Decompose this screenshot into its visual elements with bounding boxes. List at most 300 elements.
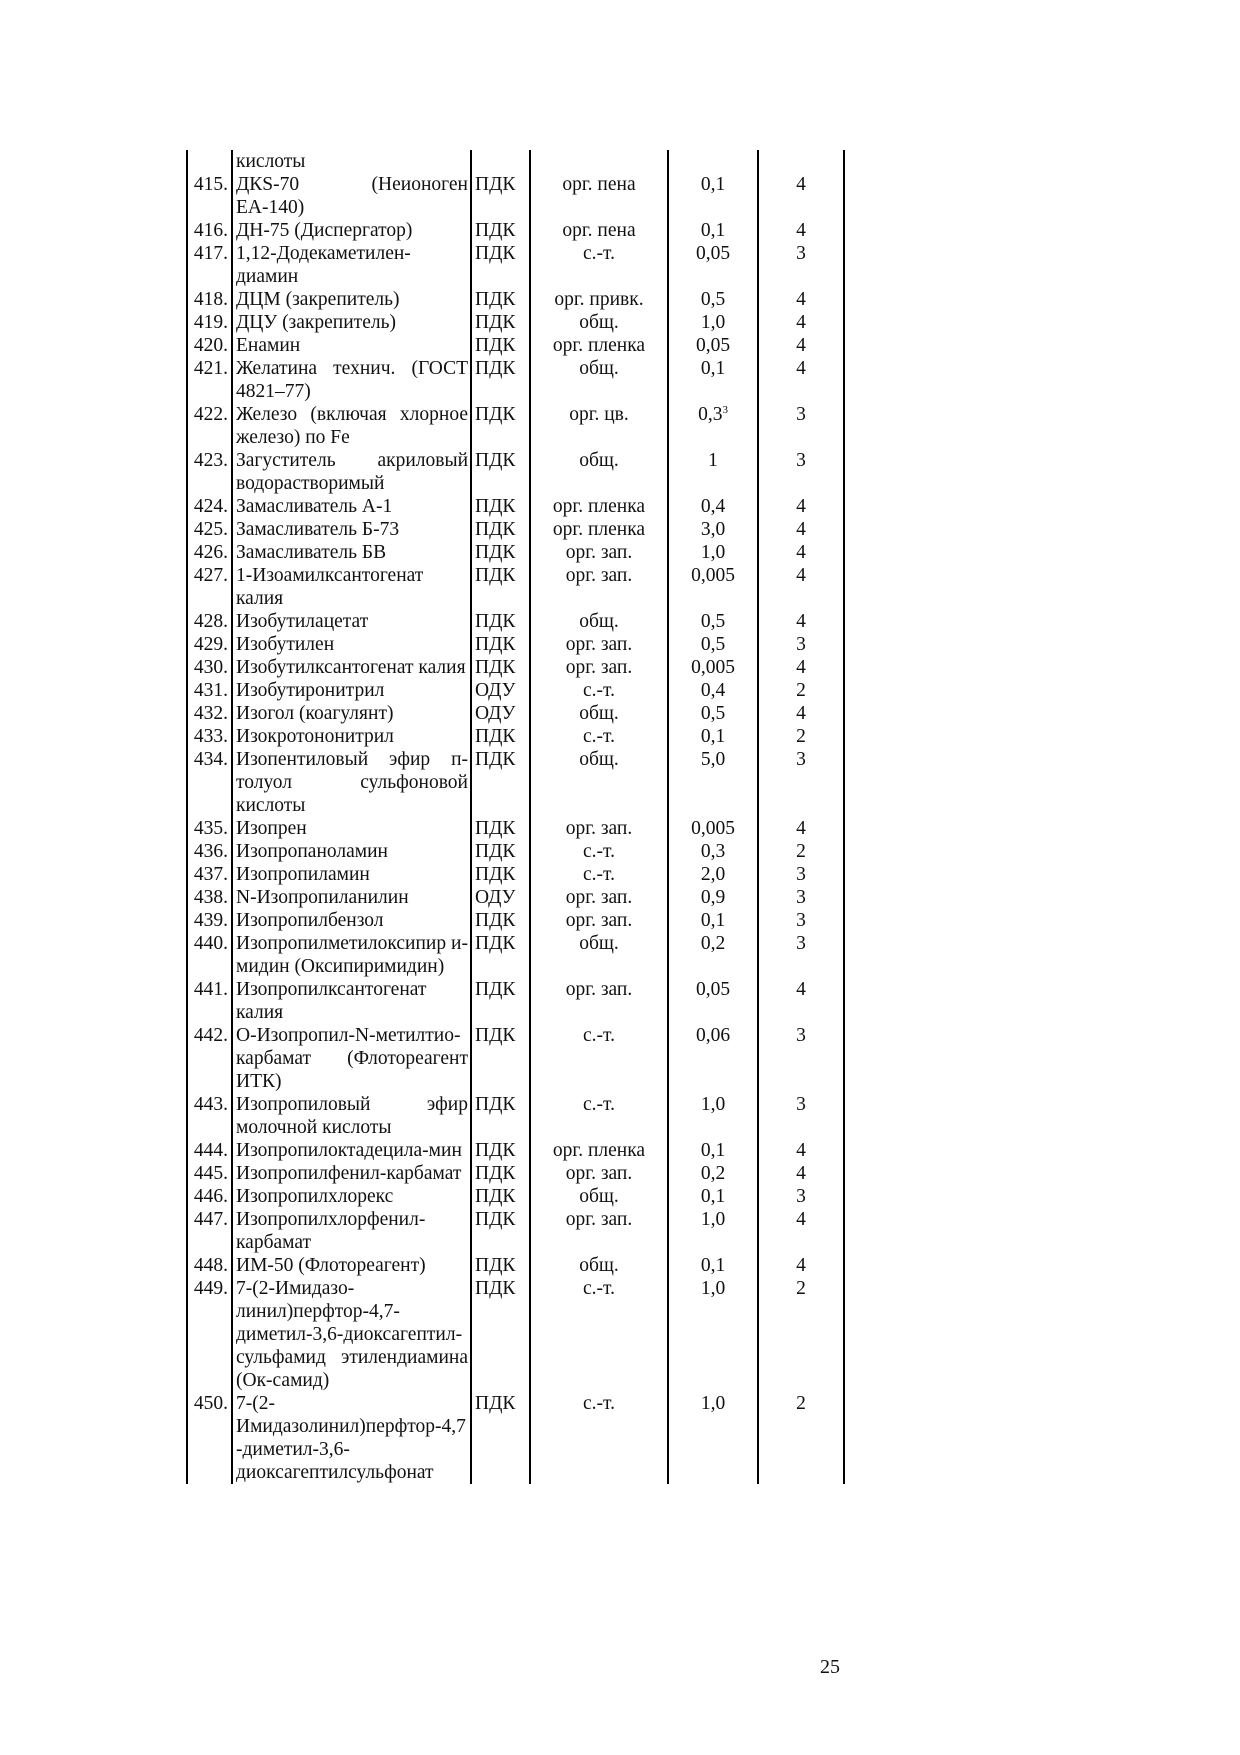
substance-name-text: Изопрен <box>236 818 307 839</box>
norm-type <box>471 1254 530 1277</box>
table-row <box>187 1254 844 1277</box>
row-number <box>187 357 232 403</box>
table-row <box>187 564 844 610</box>
hazard-class-text: 3 <box>796 404 806 425</box>
substance-name <box>232 610 471 633</box>
norm-type <box>471 495 530 518</box>
concentration-footnote-mark: 3 <box>722 404 728 416</box>
hazard-sign <box>530 748 668 817</box>
concentration <box>668 242 758 288</box>
row-number <box>187 1139 232 1162</box>
hazard-sign <box>530 1208 668 1254</box>
concentration-text: 0,3 <box>700 841 726 862</box>
row-number-text: 445. <box>193 1163 228 1184</box>
table-row <box>187 1185 844 1208</box>
row-number-text: 430. <box>193 657 228 678</box>
table-row <box>187 840 844 863</box>
concentration-text: 0,3 <box>698 404 723 425</box>
concentration <box>668 748 758 817</box>
hazard-sign <box>530 1277 668 1392</box>
hazard-class-text: 3 <box>796 450 806 471</box>
norm-type <box>471 978 530 1024</box>
hazard-sign <box>530 1139 668 1162</box>
concentration <box>668 886 758 909</box>
concentration-text: 0,5 <box>700 634 726 655</box>
row-number <box>187 886 232 909</box>
norm-type <box>471 909 530 932</box>
substance-name <box>232 288 471 311</box>
table-row <box>187 610 844 633</box>
row-number-text: 450. <box>193 1393 228 1414</box>
row-number <box>187 219 232 242</box>
concentration <box>668 1162 758 1185</box>
table-row <box>187 1139 844 1162</box>
concentration <box>668 403 758 449</box>
concentration <box>668 863 758 886</box>
concentration-text: 0,05 <box>695 979 731 1000</box>
table-row <box>187 702 844 725</box>
norm-type <box>471 242 530 288</box>
row-number-text: 441. <box>193 979 228 1000</box>
hazard-class <box>758 403 844 449</box>
hazard-class <box>758 886 844 909</box>
row-number-text: 443. <box>193 1094 228 1115</box>
table-row <box>187 863 844 886</box>
hazard-sign-text: общ. <box>579 358 619 379</box>
norm-type <box>471 748 530 817</box>
hazard-class <box>758 725 844 748</box>
row-number <box>187 1208 232 1254</box>
hazard-class <box>758 1208 844 1254</box>
substance-name-text: ИМ-50 (Флотореагент) <box>236 1255 426 1276</box>
row-number-text: 433. <box>193 726 228 747</box>
hazard-sign <box>530 357 668 403</box>
row-number <box>187 541 232 564</box>
substance-name-text: Изобутиронитрил <box>236 680 385 701</box>
hazard-class <box>758 518 844 541</box>
row-number <box>187 679 232 702</box>
substance-name-text: Изопропилхлорекс <box>236 1186 394 1207</box>
hazard-class-text: 4 <box>796 1209 806 1230</box>
row-number <box>187 1162 232 1185</box>
row-number <box>187 656 232 679</box>
norm-type-text: ПДК <box>475 841 516 862</box>
norm-type <box>471 932 530 978</box>
row-number-text: 449. <box>193 1278 228 1299</box>
norm-type <box>471 449 530 495</box>
concentration-text: 0,05 <box>695 335 731 356</box>
concentration-text: 0,05 <box>695 243 731 264</box>
substance-name <box>232 495 471 518</box>
substance-name-text: Изопропилбензол <box>236 910 384 931</box>
concentration <box>668 1254 758 1277</box>
norm-type-text: ПДК <box>475 933 516 954</box>
substance-name: кислоты <box>232 150 471 173</box>
concentration-text: 0,005 <box>691 565 735 586</box>
norm-type <box>471 288 530 311</box>
table-row <box>187 656 844 679</box>
norm-type-text: ПДК <box>475 243 516 264</box>
hazard-class-text: 4 <box>796 335 806 356</box>
hazard-sign-text: орг. пленка <box>552 335 646 356</box>
norm-type-text: ПДК <box>475 1025 516 1046</box>
row-number-text: 442. <box>193 1025 228 1046</box>
norm-type <box>471 725 530 748</box>
hazard-sign <box>530 909 668 932</box>
norm-type <box>471 886 530 909</box>
norm-type <box>471 219 530 242</box>
hazard-sign <box>530 334 668 357</box>
page-number: 25 <box>820 1656 840 1678</box>
norm-type <box>471 863 530 886</box>
norm-type <box>471 334 530 357</box>
table-row <box>187 1162 844 1185</box>
concentration <box>668 311 758 334</box>
hazard-sign-text: орг. зап. <box>565 910 633 931</box>
hazard-sign-text: орг. зап. <box>565 565 633 586</box>
row-number <box>187 863 232 886</box>
row-number-text: 448. <box>193 1255 228 1276</box>
row-number <box>187 1185 232 1208</box>
concentration-text: 1,0 <box>700 1278 726 1299</box>
document-sheet <box>186 150 843 1484</box>
hazard-sign <box>530 725 668 748</box>
hazard-class <box>758 242 844 288</box>
hazard-sign <box>530 886 668 909</box>
hazard-sign <box>530 932 668 978</box>
row-number-text: 418. <box>193 289 228 310</box>
concentration-text: 1 <box>708 450 718 471</box>
hazard-sign-text: с.-т. <box>583 1094 615 1115</box>
concentration <box>668 564 758 610</box>
hazard-class <box>758 656 844 679</box>
hazard-class-text: 3 <box>796 933 806 954</box>
substance-name <box>232 173 471 219</box>
substance-name-text: Замасливатель Б-73 <box>236 519 400 540</box>
concentration <box>668 725 758 748</box>
hazard-class <box>758 1024 844 1093</box>
hazard-class <box>758 978 844 1024</box>
substance-name <box>232 518 471 541</box>
substance-name-text: Изопропиламин <box>236 864 370 885</box>
substance-name <box>232 886 471 909</box>
concentration <box>668 357 758 403</box>
norm-type-text: ПДК <box>475 174 516 195</box>
concentration-text: 0,1 <box>700 358 726 379</box>
hazard-sign <box>530 610 668 633</box>
hazard-sign-text: орг. зап. <box>565 887 633 908</box>
concentration <box>668 1093 758 1139</box>
row-number-text: 429. <box>193 634 228 655</box>
row-number <box>187 725 232 748</box>
row-number <box>187 840 232 863</box>
substances-table <box>186 150 845 1484</box>
substance-name-text: Изопропилхлорфенил-карбамат <box>236 1209 426 1253</box>
norm-type-text: ПДК <box>475 726 516 747</box>
substance-name-text: ДЦМ (закрепитель) <box>236 289 400 310</box>
hazard-sign-text: общ. <box>579 749 619 770</box>
substance-name-text: Железо (включая хлорное железо) по Fe <box>236 404 468 448</box>
norm-type-text: ПДК <box>475 611 516 632</box>
hazard-sign <box>530 242 668 288</box>
hazard-class <box>758 840 844 863</box>
hazard-sign-text: с.-т. <box>583 1278 615 1299</box>
concentration <box>668 288 758 311</box>
substance-name <box>232 357 471 403</box>
row-number-text: 422. <box>193 404 228 425</box>
table-row <box>187 679 844 702</box>
norm-type-text: ПДК <box>475 634 516 655</box>
hazard-class <box>758 219 844 242</box>
hazard-sign <box>530 403 668 449</box>
substance-name-text: ДКS-70 (Неионоген ЕА-140) <box>236 174 468 218</box>
row-number <box>187 1254 232 1277</box>
norm-type <box>471 1392 530 1484</box>
concentration <box>668 656 758 679</box>
hazard-class-text: 3 <box>796 749 806 770</box>
hazard-class-text: 4 <box>796 1255 806 1276</box>
norm-type-text: ПДК <box>475 312 516 333</box>
row-number-text: 425. <box>193 519 228 540</box>
concentration <box>668 449 758 495</box>
concentration <box>668 909 758 932</box>
concentration-text: 1,0 <box>700 312 726 333</box>
substance-name <box>232 1093 471 1139</box>
concentration-text: 5,0 <box>700 749 726 770</box>
hazard-sign-text: орг. привк. <box>554 289 644 310</box>
table-row <box>187 748 844 817</box>
substance-name-text: 7-(2-Имидазолинил)перфтор-4,7-диметил-3,6-диоксагептилсульфонат <box>236 1393 466 1483</box>
hazard-class <box>758 288 844 311</box>
concentration-text: 0,5 <box>700 289 726 310</box>
row-number-text: 440. <box>193 933 228 954</box>
substance-name-text: ДЦУ (закрепитель) <box>236 312 396 333</box>
row-number <box>187 932 232 978</box>
row-number-text: 424. <box>193 496 228 517</box>
norm-type-text: ПДК <box>475 335 516 356</box>
norm-type-text: ПДК <box>475 404 516 425</box>
hazard-sign <box>530 1024 668 1093</box>
hazard-class-text: 4 <box>796 496 806 517</box>
substance-name-text: Замасливатель А-1 <box>236 496 393 517</box>
norm-type-text: ПДК <box>475 1186 516 1207</box>
concentration <box>668 1277 758 1392</box>
hazard-sign-text: общ. <box>579 1186 619 1207</box>
norm-type-text: ПДК <box>475 657 516 678</box>
substance-name <box>232 978 471 1024</box>
hazard-sign <box>530 702 668 725</box>
hazard-sign-text: общ. <box>579 450 619 471</box>
norm-type-text: ПДК <box>475 1209 516 1230</box>
norm-type <box>471 633 530 656</box>
substance-name <box>232 311 471 334</box>
concentration <box>668 840 758 863</box>
substance-name <box>232 334 471 357</box>
table-row <box>187 518 844 541</box>
norm-type-text: ПДК <box>475 749 516 770</box>
norm-type <box>471 679 530 702</box>
hazard-sign-text: общ. <box>579 703 619 724</box>
substance-name-text: Изогол (коагулянт) <box>236 703 394 724</box>
norm-type <box>471 1093 530 1139</box>
hazard-sign-text: орг. пленка <box>552 519 646 540</box>
row-number <box>187 334 232 357</box>
hazard-class-text: 2 <box>796 680 806 701</box>
hazard-class <box>758 357 844 403</box>
concentration <box>668 1024 758 1093</box>
norm-type <box>471 1139 530 1162</box>
concentration-text: 0,1 <box>700 910 726 931</box>
concentration-text: 0,4 <box>700 680 726 701</box>
substance-name <box>232 219 471 242</box>
table-row <box>187 886 844 909</box>
hazard-sign-text: орг. зап. <box>565 542 633 563</box>
row-number-text: 417. <box>193 243 228 264</box>
table-row <box>187 633 844 656</box>
row-number-text: 420. <box>193 335 228 356</box>
row-number <box>187 518 232 541</box>
table-row <box>187 725 844 748</box>
substance-name <box>232 403 471 449</box>
hazard-class <box>758 679 844 702</box>
hazard-class <box>758 817 844 840</box>
hazard-class-text: 3 <box>796 1186 806 1207</box>
hazard-class <box>758 633 844 656</box>
norm-type <box>471 1277 530 1392</box>
norm-type-text: ПДК <box>475 1255 516 1276</box>
concentration-text: 0,2 <box>700 1163 726 1184</box>
hazard-class-text: 4 <box>796 1140 806 1161</box>
substance-name <box>232 449 471 495</box>
hazard-class-text: 4 <box>796 611 806 632</box>
hazard-sign-text: орг. зап. <box>565 979 633 1000</box>
row-number-text: 447. <box>193 1209 228 1230</box>
norm-type-text: ОДУ <box>475 887 516 908</box>
concentration <box>668 495 758 518</box>
hazard-sign-text: общ. <box>579 933 619 954</box>
table-row <box>187 173 844 219</box>
substance-name <box>232 863 471 886</box>
hazard-sign <box>530 817 668 840</box>
row-number <box>187 1024 232 1093</box>
row-number-text: 446. <box>193 1186 228 1207</box>
hazard-class <box>758 932 844 978</box>
hazard-class-text: 4 <box>796 657 806 678</box>
hazard-sign <box>530 656 668 679</box>
substance-name-text: Изопропилфенил-карбамат <box>236 1163 462 1184</box>
table-row <box>187 1093 844 1139</box>
norm-type-text: ПДК <box>475 358 516 379</box>
norm-type-text: ПДК <box>475 565 516 586</box>
hazard-class <box>758 564 844 610</box>
hazard-class-text: 4 <box>796 703 806 724</box>
concentration-text: 1,0 <box>700 1393 726 1414</box>
norm-type-text: ПДК <box>475 220 516 241</box>
row-number <box>187 1392 232 1484</box>
concentration-text: 1,0 <box>700 1209 726 1230</box>
hazard-sign-text: общ. <box>579 312 619 333</box>
substance-name-text: Изопропаноламин <box>236 841 388 862</box>
table-row <box>187 311 844 334</box>
concentration <box>668 334 758 357</box>
hazard-sign <box>530 518 668 541</box>
substance-name-text: Изобутилксантогенат калия <box>236 657 466 678</box>
hazard-sign-text: орг. зап. <box>565 1163 633 1184</box>
concentration <box>668 1208 758 1254</box>
hazard-class <box>758 449 844 495</box>
substance-name-text: 1,12-Додекаметилен-диамин <box>236 243 411 287</box>
hazard-class-text: 4 <box>796 1163 806 1184</box>
concentration-text: 0,9 <box>700 887 726 908</box>
row-number <box>187 1093 232 1139</box>
substance-name <box>232 679 471 702</box>
hazard-class-text: 4 <box>796 519 806 540</box>
concentration-text: 0,005 <box>691 818 735 839</box>
norm-type <box>471 357 530 403</box>
concentration <box>668 173 758 219</box>
norm-type-text: ПДК <box>475 818 516 839</box>
concentration-text: 0,4 <box>700 496 726 517</box>
concentration-text: 0,005 <box>691 657 735 678</box>
concentration-text: 0,5 <box>700 703 726 724</box>
hazard-sign-text: с.-т. <box>583 726 615 747</box>
concentration-text: 0,5 <box>700 611 726 632</box>
row-number-text: 421. <box>193 358 228 379</box>
hazard-class-text: 4 <box>796 289 806 310</box>
row-number <box>187 403 232 449</box>
hazard-class-text: 4 <box>796 565 806 586</box>
concentration <box>668 541 758 564</box>
norm-type <box>471 564 530 610</box>
norm-type <box>471 1024 530 1093</box>
table-row <box>187 1277 844 1392</box>
concentration <box>668 1392 758 1484</box>
table-row <box>187 1392 844 1484</box>
substance-name <box>232 748 471 817</box>
concentration <box>668 932 758 978</box>
norm-type-text: ПДК <box>475 519 516 540</box>
row-number <box>187 610 232 633</box>
hazard-class <box>758 1162 844 1185</box>
row-number <box>187 449 232 495</box>
hazard-sign-text: орг. пленка <box>552 496 646 517</box>
substance-name-text: О-Изопропил-N-метилтио-карбамат (Флотореагент ИТК) <box>236 1025 468 1092</box>
norm-type <box>471 403 530 449</box>
row-number-text: 416. <box>193 220 228 241</box>
concentration <box>668 1139 758 1162</box>
substance-name-text: Изопропилметилоксипир и-мидин (Оксипиримидин) <box>236 933 468 977</box>
row-number <box>187 1277 232 1392</box>
substance-name <box>232 564 471 610</box>
hazard-sign <box>530 840 668 863</box>
hazard-class-text: 4 <box>796 358 806 379</box>
norm-type-text: ПДК <box>475 1094 516 1115</box>
substance-name-text: Замасливатель БВ <box>236 542 387 563</box>
hazard-sign-text: орг. пена <box>562 174 636 195</box>
substance-name <box>232 1139 471 1162</box>
norm-type <box>471 840 530 863</box>
norm-type-text: ПДК <box>475 496 516 517</box>
substance-name-text: Изокротононитрил <box>236 726 394 747</box>
row-number <box>187 150 232 173</box>
norm-type-text: ОДУ <box>475 680 516 701</box>
row-number-text: 438. <box>193 887 228 908</box>
hazard-class <box>758 173 844 219</box>
row-number <box>187 173 232 219</box>
hazard-sign-text: орг. зап. <box>565 634 633 655</box>
hazard-class-text: 3 <box>796 243 806 264</box>
hazard-class <box>758 1277 844 1392</box>
